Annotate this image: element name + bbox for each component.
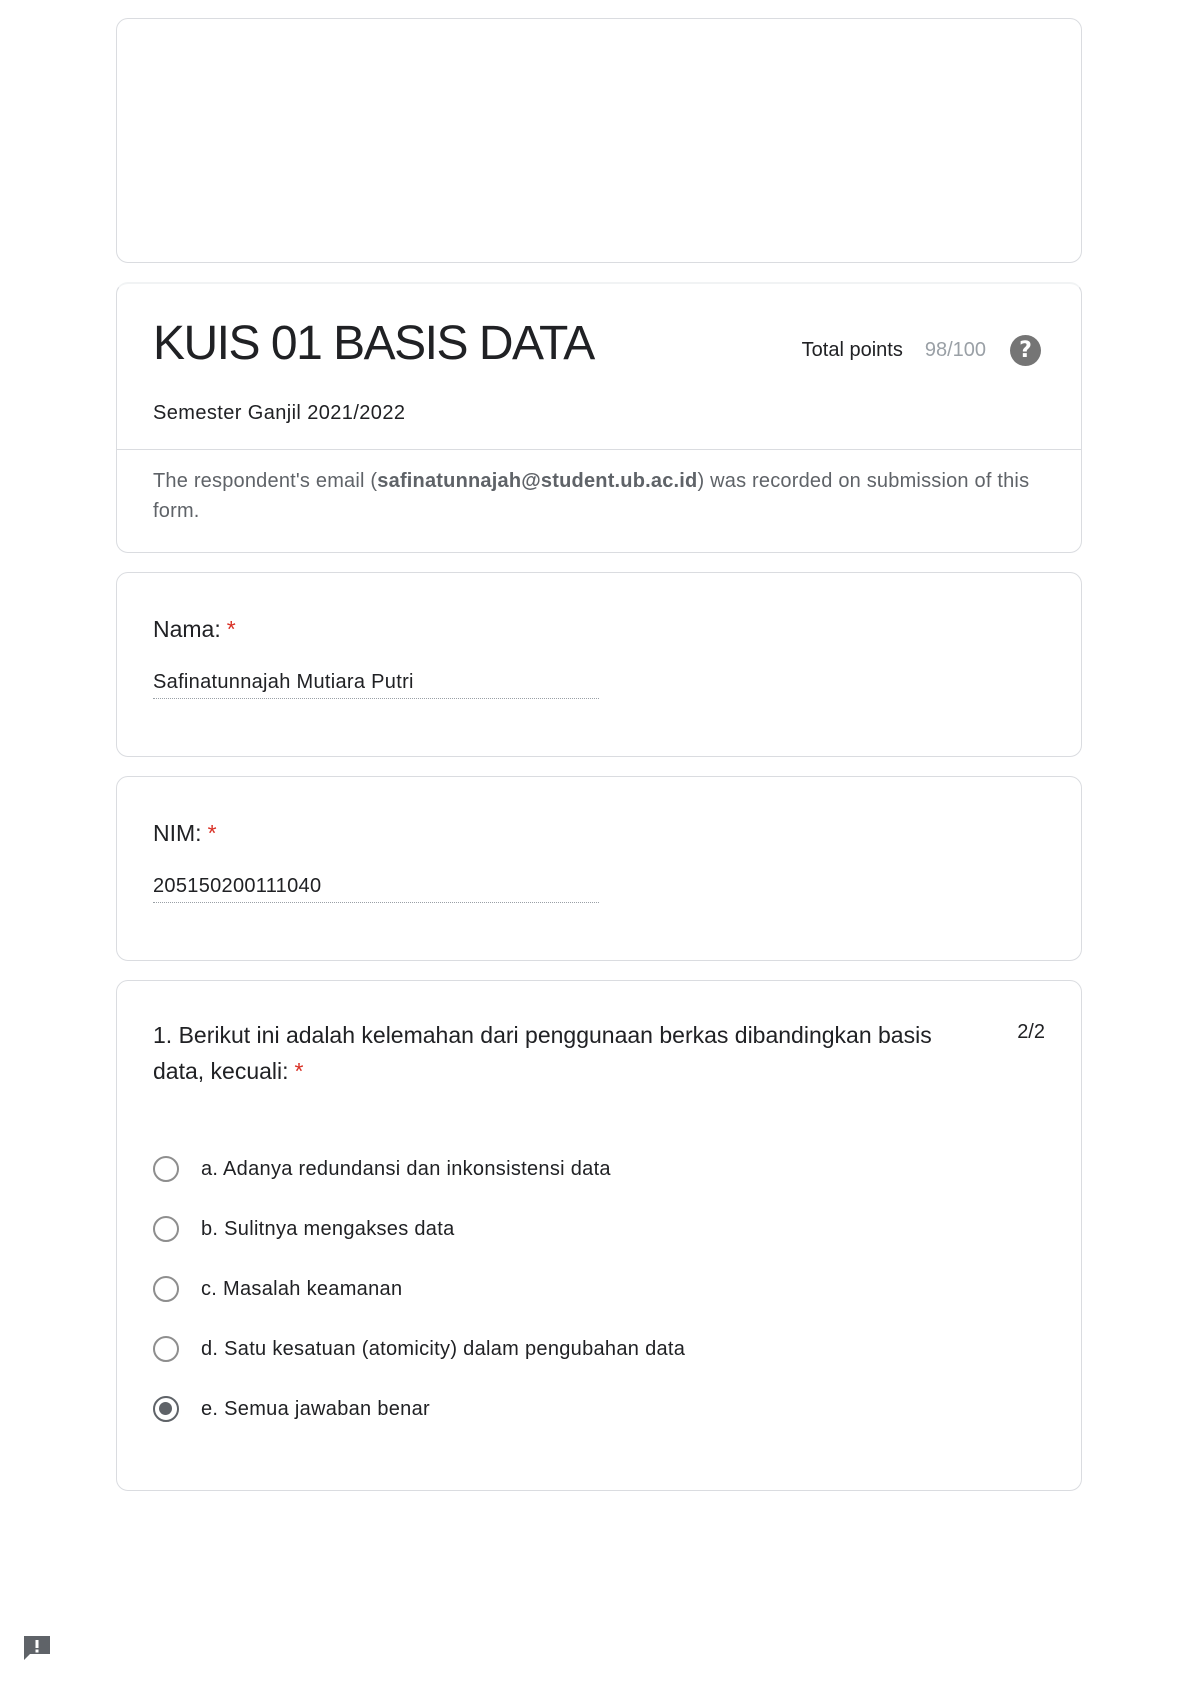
radio-unchecked-icon[interactable] <box>153 1336 179 1362</box>
question-title-1 <box>153 1017 983 1089</box>
question-card-nim <box>116 776 1082 961</box>
form-header-card <box>116 282 1082 553</box>
option-label: b. Sulitnya mengakses data <box>201 1217 455 1240</box>
question-label: Nama: <box>153 616 221 642</box>
total-points-label: Total points <box>801 339 903 361</box>
email-note-prefix: The respondent's email ( <box>153 470 378 492</box>
question-text: 1. Berikut ini adalah kelemahan dari penggunaan berkas dibandingkan basis data, kecuali: <box>153 1022 932 1084</box>
question-label: NIM: <box>153 820 202 846</box>
question-title-nim <box>153 815 217 851</box>
option-label: c. Masalah keamanan <box>201 1277 403 1300</box>
name-answer: Safinatunnajah Mutiara Putri <box>153 671 599 699</box>
respondent-email: safinatunnajah@student.ub.ac.id <box>377 470 698 492</box>
option-c[interactable] <box>153 1259 685 1319</box>
help-icon[interactable]: ? <box>1010 335 1041 366</box>
radio-checked-icon[interactable] <box>153 1396 179 1422</box>
option-b[interactable] <box>153 1199 685 1259</box>
radio-unchecked-icon[interactable] <box>153 1216 179 1242</box>
nim-answer: 205150200111040 <box>153 875 599 903</box>
radio-unchecked-icon[interactable] <box>153 1156 179 1182</box>
option-label: e. Semua jawaban benar <box>201 1397 430 1420</box>
question-card-name <box>116 572 1082 757</box>
option-a[interactable] <box>153 1139 685 1199</box>
header-divider <box>117 449 1081 450</box>
form-description: Semester Ganjil 2021/2022 <box>153 402 406 424</box>
header-banner <box>116 18 1082 263</box>
question-title-name <box>153 611 236 647</box>
option-label: a. Adanya redundansi dan inkonsistensi data <box>201 1157 611 1180</box>
required-asterisk: * <box>226 616 236 642</box>
required-asterisk: * <box>294 1058 304 1084</box>
form-title: KUIS 01 BASIS DATA <box>153 317 594 370</box>
report-feedback-icon[interactable] <box>22 1634 52 1662</box>
total-points <box>802 335 1041 366</box>
email-note-suffix: ) was recorded on submission of this form. <box>153 470 1030 522</box>
answer-options <box>153 1139 685 1439</box>
question-card-1 <box>116 980 1082 1491</box>
option-e[interactable] <box>153 1379 685 1439</box>
total-points-value: 98/100 <box>924 339 986 361</box>
question-score: 2/2 <box>1017 1021 1045 1043</box>
required-asterisk: * <box>207 820 217 846</box>
email-recorded-note <box>153 466 1041 526</box>
option-d[interactable] <box>153 1319 685 1379</box>
radio-unchecked-icon[interactable] <box>153 1276 179 1302</box>
option-label: d. Satu kesatuan (atomicity) dalam pengubahan data <box>201 1337 686 1360</box>
